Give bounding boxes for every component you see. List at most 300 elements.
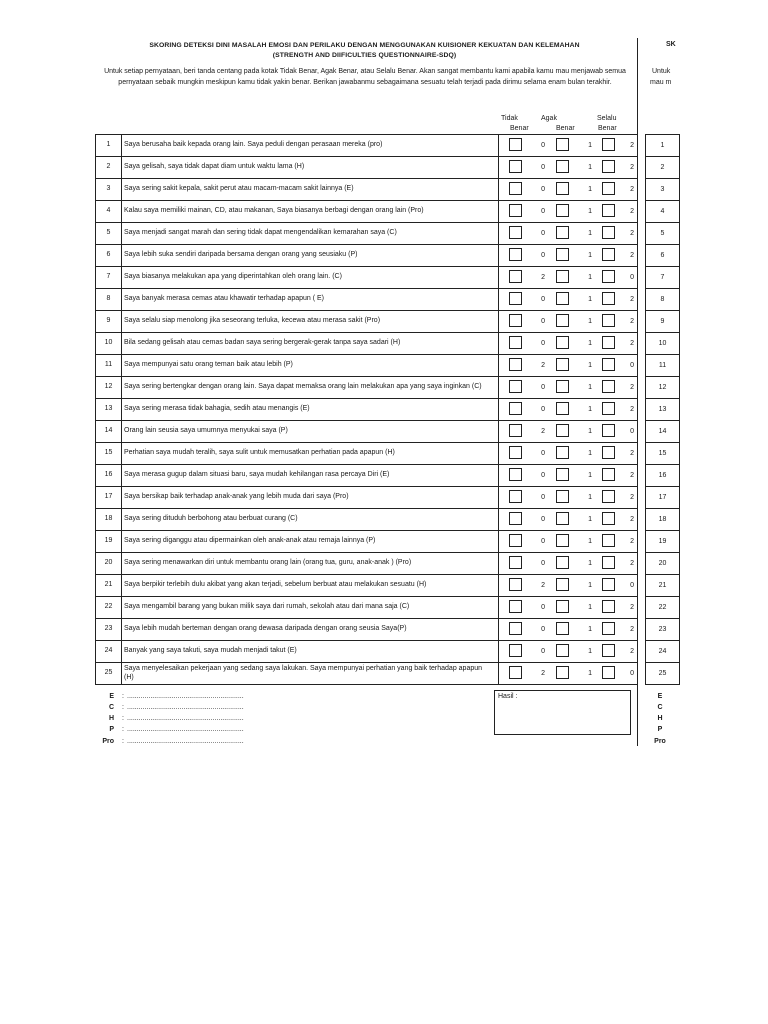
checkbox-selalu-benar[interactable] xyxy=(602,138,615,151)
item-statement-cell xyxy=(122,443,499,465)
item-number: 22 xyxy=(96,597,122,619)
score-value: 2 xyxy=(630,208,634,215)
score-value: 1 xyxy=(588,450,592,457)
footer-colon: : xyxy=(122,693,124,700)
item-number: 16 xyxy=(96,465,122,487)
right-number-row xyxy=(646,575,680,597)
item-statement-cell xyxy=(122,641,499,663)
footer-field-e[interactable]: ............................................................ xyxy=(127,693,244,700)
score-value: 1 xyxy=(588,560,592,567)
checkbox-tidak-benar[interactable] xyxy=(509,314,522,327)
right-item-number: 11 xyxy=(646,355,680,377)
item-statement-cell xyxy=(122,575,499,597)
checkbox-selalu-benar[interactable] xyxy=(602,160,615,173)
score-value: 2 xyxy=(630,604,634,611)
item-statement: Saya sering dituduh berbohong atau berbuat curang (C) xyxy=(124,515,298,523)
item-statement-cell xyxy=(122,377,499,399)
checkbox-agak-benar[interactable] xyxy=(556,490,569,503)
checkbox-agak-benar[interactable] xyxy=(556,292,569,305)
checkbox-selalu-benar[interactable] xyxy=(602,182,615,195)
item-statement: Saya sering sakit kepala, sakit perut atau macam-macam sakit lainnya (E) xyxy=(124,185,354,193)
checkbox-tidak-benar[interactable] xyxy=(509,468,522,481)
table-row xyxy=(96,531,638,553)
item-statement: Saya sering bertengkar dengan orang lain. Saya dapat memaksa orang lain melakukan apa yang saya inginkan (C) xyxy=(124,383,482,391)
right-number-row xyxy=(646,267,680,289)
item-statement: Saya sering merasa tidak bahagia, sedih atau menangis (E) xyxy=(124,405,310,413)
score-value: 1 xyxy=(588,472,592,479)
item-statement-cell xyxy=(122,355,499,377)
score-value: 1 xyxy=(588,604,592,611)
score-value: 1 xyxy=(588,274,592,281)
item-number: 19 xyxy=(96,531,122,553)
checkbox-selalu-benar[interactable] xyxy=(602,468,615,481)
checkbox-agak-benar[interactable] xyxy=(556,314,569,327)
score-value: 1 xyxy=(588,582,592,589)
score-value: 0 xyxy=(541,186,545,193)
table-row xyxy=(96,223,638,245)
answer-options xyxy=(499,399,638,421)
answer-options xyxy=(499,223,638,245)
item-number: 17 xyxy=(96,487,122,509)
answer-options xyxy=(499,663,638,685)
score-value: 2 xyxy=(630,450,634,457)
right-number-row xyxy=(646,355,680,377)
right-item-number: 21 xyxy=(646,575,680,597)
checkbox-tidak-benar[interactable] xyxy=(509,600,522,613)
right-number-row xyxy=(646,135,680,157)
score-value: 2 xyxy=(630,230,634,237)
item-number: 4 xyxy=(96,201,122,223)
answer-options xyxy=(499,377,638,399)
right-item-number: 13 xyxy=(646,399,680,421)
item-number: 21 xyxy=(96,575,122,597)
col-header-agak-line1: Agak xyxy=(541,115,557,122)
right-number-row xyxy=(646,619,680,641)
item-statement-cell xyxy=(122,289,499,311)
checkbox-agak-benar[interactable] xyxy=(556,600,569,613)
right-item-number: 10 xyxy=(646,333,680,355)
score-value: 0 xyxy=(630,670,634,677)
col-header-tidak-line1: Tidak xyxy=(501,115,518,122)
checkbox-agak-benar[interactable] xyxy=(556,468,569,481)
checkbox-selalu-benar[interactable] xyxy=(602,600,615,613)
right-item-number: 17 xyxy=(646,487,680,509)
item-statement-cell xyxy=(122,333,499,355)
score-value: 2 xyxy=(630,142,634,149)
answer-options xyxy=(499,421,638,443)
checkbox-agak-benar[interactable] xyxy=(556,666,569,679)
table-row xyxy=(96,465,638,487)
score-value: 2 xyxy=(630,186,634,193)
questionnaire-table xyxy=(95,134,638,685)
item-number: 10 xyxy=(96,333,122,355)
score-value: 0 xyxy=(541,472,545,479)
score-value: 2 xyxy=(630,472,634,479)
score-value: 0 xyxy=(541,450,545,457)
checkbox-selalu-benar[interactable] xyxy=(602,248,615,261)
item-statement: Saya mengambil barang yang bukan milik saya dari rumah, sekolah atau dari mana saja (C) xyxy=(124,603,410,611)
checkbox-tidak-benar[interactable] xyxy=(509,358,522,371)
checkbox-agak-benar[interactable] xyxy=(556,138,569,151)
footer-label-p: P xyxy=(109,726,114,733)
score-value: 0 xyxy=(541,406,545,413)
checkbox-agak-benar[interactable] xyxy=(556,644,569,657)
score-value: 1 xyxy=(588,186,592,193)
item-number: 13 xyxy=(96,399,122,421)
right-number-row xyxy=(646,333,680,355)
checkbox-tidak-benar[interactable] xyxy=(509,204,522,217)
table-row xyxy=(96,553,638,575)
item-number: 20 xyxy=(96,553,122,575)
checkbox-agak-benar[interactable] xyxy=(556,424,569,437)
table-row xyxy=(96,641,638,663)
score-value: 0 xyxy=(630,428,634,435)
answer-options xyxy=(499,135,638,157)
right-item-number: 18 xyxy=(646,509,680,531)
score-value: 0 xyxy=(541,604,545,611)
checkbox-selalu-benar[interactable] xyxy=(602,490,615,503)
checkbox-agak-benar[interactable] xyxy=(556,380,569,393)
checkbox-tidak-benar[interactable] xyxy=(509,270,522,283)
table-row xyxy=(96,597,638,619)
table-row xyxy=(96,421,638,443)
right-item-number: 4 xyxy=(646,201,680,223)
item-statement: Saya lebih suka sendiri daripada bersama dengan orang yang seusiaku (P) xyxy=(124,251,358,259)
col-header-selalu-line2: Benar xyxy=(598,125,617,132)
col-header-selalu-line1: Selalu xyxy=(597,115,617,122)
col-header-tidak-line2: Benar xyxy=(510,125,529,132)
item-statement-cell xyxy=(122,157,499,179)
checkbox-selalu-benar[interactable] xyxy=(602,402,615,415)
checkbox-tidak-benar[interactable] xyxy=(509,556,522,569)
right-number-row xyxy=(646,245,680,267)
score-value: 0 xyxy=(541,648,545,655)
table-row xyxy=(96,245,638,267)
item-statement-cell xyxy=(122,135,499,157)
score-value: 0 xyxy=(630,582,634,589)
footer-field-h[interactable]: ............................................................ xyxy=(127,715,244,722)
right-item-number: 16 xyxy=(646,465,680,487)
checkbox-tidak-benar[interactable] xyxy=(509,226,522,239)
checkbox-agak-benar[interactable] xyxy=(556,204,569,217)
right-number-row xyxy=(646,179,680,201)
answer-options xyxy=(499,443,638,465)
checkbox-selalu-benar[interactable] xyxy=(602,226,615,239)
score-value: 2 xyxy=(630,494,634,501)
page-title xyxy=(92,41,637,61)
item-statement: Bila sedang gelisah atau cemas badan saya sering bergerak-gerak tanpa saya sadari (H) xyxy=(124,339,401,347)
score-value: 1 xyxy=(588,626,592,633)
item-statement-cell xyxy=(122,553,499,575)
item-number: 8 xyxy=(96,289,122,311)
checkbox-selalu-benar[interactable] xyxy=(602,336,615,349)
checkbox-tidak-benar[interactable] xyxy=(509,380,522,393)
item-statement: Saya bersikap baik terhadap anak-anak yang lebih muda dari saya (Pro) xyxy=(124,493,349,501)
item-statement-cell xyxy=(122,509,499,531)
footer-colon: : xyxy=(122,738,124,745)
checkbox-agak-benar[interactable] xyxy=(556,358,569,371)
checkbox-tidak-benar[interactable] xyxy=(509,402,522,415)
checkbox-tidak-benar[interactable] xyxy=(509,622,522,635)
checkbox-selalu-benar[interactable] xyxy=(602,578,615,591)
checkbox-selalu-benar[interactable] xyxy=(602,666,615,679)
score-value: 0 xyxy=(541,384,545,391)
item-number: 24 xyxy=(96,641,122,663)
checkbox-tidak-benar[interactable] xyxy=(509,248,522,261)
checkbox-selalu-benar[interactable] xyxy=(602,270,615,283)
table-row xyxy=(96,619,638,641)
score-value: 2 xyxy=(630,406,634,413)
right-item-number: 12 xyxy=(646,377,680,399)
table-row xyxy=(96,311,638,333)
checkbox-agak-benar[interactable] xyxy=(556,578,569,591)
answer-options xyxy=(499,465,638,487)
checkbox-tidak-benar[interactable] xyxy=(509,644,522,657)
checkbox-agak-benar[interactable] xyxy=(556,446,569,459)
right-item-number: 8 xyxy=(646,289,680,311)
score-value: 2 xyxy=(630,164,634,171)
score-value: 0 xyxy=(541,164,545,171)
right-item-number: 25 xyxy=(646,663,680,685)
score-value: 2 xyxy=(541,274,545,281)
item-statement-cell xyxy=(122,399,499,421)
table-row xyxy=(96,201,638,223)
right-label-p: P xyxy=(657,726,663,733)
right-item-number: 20 xyxy=(646,553,680,575)
right-item-number: 3 xyxy=(646,179,680,201)
right-page-instr-line1: Untuk xyxy=(652,68,671,75)
footer-field-c[interactable]: ............................................................ xyxy=(127,704,244,711)
item-statement-cell xyxy=(122,421,499,443)
score-value: 0 xyxy=(541,494,545,501)
item-statement: Banyak yang saya takuti, saya mudah menjadi takut (E) xyxy=(124,647,297,655)
right-number-row xyxy=(646,399,680,421)
checkbox-selalu-benar[interactable] xyxy=(602,644,615,657)
score-value: 0 xyxy=(541,626,545,633)
checkbox-selalu-benar[interactable] xyxy=(602,292,615,305)
right-number-row xyxy=(646,443,680,465)
right-item-number: 15 xyxy=(646,443,680,465)
item-statement-cell xyxy=(122,267,499,289)
item-number: 11 xyxy=(96,355,122,377)
checkbox-tidak-benar[interactable] xyxy=(509,138,522,151)
right-item-number: 14 xyxy=(646,421,680,443)
score-value: 0 xyxy=(541,340,545,347)
result-box[interactable] xyxy=(494,690,631,735)
table-row xyxy=(96,289,638,311)
checkbox-agak-benar[interactable] xyxy=(556,512,569,525)
score-value: 2 xyxy=(630,560,634,567)
checkbox-agak-benar[interactable] xyxy=(556,556,569,569)
table-row xyxy=(96,509,638,531)
score-value: 2 xyxy=(541,428,545,435)
right-item-number: 5 xyxy=(646,223,680,245)
item-statement: Saya mempunyai satu orang teman baik atau lebih (P) xyxy=(124,361,293,369)
checkbox-tidak-benar[interactable] xyxy=(509,160,522,173)
score-value: 2 xyxy=(630,648,634,655)
right-item-number: 9 xyxy=(646,311,680,333)
footer-label-c: C xyxy=(108,704,114,711)
footer-colon: : xyxy=(122,726,124,733)
table-row xyxy=(96,135,638,157)
item-statement: Saya sering diganggu atau dipermainkan oleh anak-anak atau remaja lainnya (P) xyxy=(124,537,376,545)
checkbox-tidak-benar[interactable] xyxy=(509,490,522,503)
right-item-number: 1 xyxy=(646,135,680,157)
right-number-row xyxy=(646,641,680,663)
checkbox-tidak-benar[interactable] xyxy=(509,578,522,591)
item-statement-cell xyxy=(122,597,499,619)
item-statement-cell xyxy=(122,619,499,641)
score-value: 1 xyxy=(588,516,592,523)
checkbox-agak-benar[interactable] xyxy=(556,534,569,547)
footer-label-h: H xyxy=(108,715,114,722)
checkbox-selalu-benar[interactable] xyxy=(602,622,615,635)
checkbox-selalu-benar[interactable] xyxy=(602,358,615,371)
score-value: 1 xyxy=(588,538,592,545)
item-number: 2 xyxy=(96,157,122,179)
score-value: 1 xyxy=(588,340,592,347)
score-value: 0 xyxy=(541,318,545,325)
checkbox-tidak-benar[interactable] xyxy=(509,424,522,437)
table-row xyxy=(96,487,638,509)
score-value: 2 xyxy=(630,626,634,633)
score-value: 1 xyxy=(588,252,592,259)
checkbox-tidak-benar[interactable] xyxy=(509,446,522,459)
checkbox-agak-benar[interactable] xyxy=(556,160,569,173)
right-number-row xyxy=(646,509,680,531)
item-number: 12 xyxy=(96,377,122,399)
checkbox-selalu-benar[interactable] xyxy=(602,512,615,525)
col-header-agak-line2: Benar xyxy=(556,125,575,132)
right-number-row xyxy=(646,553,680,575)
score-value: 2 xyxy=(630,384,634,391)
item-statement-cell xyxy=(122,245,499,267)
checkbox-tidak-benar[interactable] xyxy=(509,292,522,305)
checkbox-agak-benar[interactable] xyxy=(556,402,569,415)
checkbox-selalu-benar[interactable] xyxy=(602,380,615,393)
table-row xyxy=(96,333,638,355)
item-statement: Saya biasanya melakukan apa yang diperintahkan oleh orang lain. (C) xyxy=(124,273,342,281)
score-value: 1 xyxy=(588,670,592,677)
item-statement-cell xyxy=(122,179,499,201)
answer-options xyxy=(499,487,638,509)
right-label-pro: Pro xyxy=(654,738,666,745)
title-line-2: (STRENGTH AND DIIFICULTIES QUESTIONNAIRE-SDQ) xyxy=(272,52,457,59)
item-statement: Orang lain seusia saya umumnya menyukai saya (P) xyxy=(124,427,288,435)
score-value: 1 xyxy=(588,362,592,369)
score-value: 0 xyxy=(630,274,634,281)
checkbox-agak-benar[interactable] xyxy=(556,182,569,195)
item-number: 25 xyxy=(96,663,122,685)
checkbox-selalu-benar[interactable] xyxy=(602,424,615,437)
checkbox-agak-benar[interactable] xyxy=(556,336,569,349)
checkbox-agak-benar[interactable] xyxy=(556,248,569,261)
checkbox-tidak-benar[interactable] xyxy=(509,512,522,525)
footer-field-p[interactable]: ............................................................ xyxy=(127,726,244,733)
score-value: 1 xyxy=(588,318,592,325)
answer-options xyxy=(499,641,638,663)
table-row xyxy=(96,377,638,399)
right-number-row xyxy=(646,663,680,685)
right-number-row xyxy=(646,487,680,509)
table-row xyxy=(96,663,638,685)
footer-field-pro[interactable]: ............................................................ xyxy=(127,738,244,745)
score-value: 0 xyxy=(541,560,545,567)
right-page-instr-line2: mau m xyxy=(650,79,672,86)
right-number-row xyxy=(646,377,680,399)
right-label-c: C xyxy=(657,704,663,711)
answer-options xyxy=(499,245,638,267)
checkbox-agak-benar[interactable] xyxy=(556,270,569,283)
item-statement: Saya banyak merasa cemas atau khawatir terhadap apapun ( E) xyxy=(124,295,325,303)
right-number-row xyxy=(646,223,680,245)
table-row xyxy=(96,399,638,421)
score-value: 1 xyxy=(588,230,592,237)
item-number: 18 xyxy=(96,509,122,531)
checkbox-selalu-benar[interactable] xyxy=(602,446,615,459)
checkbox-selalu-benar[interactable] xyxy=(602,556,615,569)
item-statement-cell xyxy=(122,201,499,223)
score-value: 2 xyxy=(630,340,634,347)
item-statement: Saya berusaha baik kepada orang lain. Saya peduli dengan perasaan mereka (pro) xyxy=(124,141,383,149)
checkbox-selalu-benar[interactable] xyxy=(602,534,615,547)
item-statement-cell xyxy=(122,311,499,333)
checkbox-tidak-benar[interactable] xyxy=(509,336,522,349)
right-item-number: 19 xyxy=(646,531,680,553)
score-value: 1 xyxy=(588,428,592,435)
checkbox-tidak-benar[interactable] xyxy=(509,666,522,679)
score-value: 2 xyxy=(630,296,634,303)
answer-options xyxy=(499,267,638,289)
right-number-column xyxy=(645,134,680,685)
checkbox-tidak-benar[interactable] xyxy=(509,182,522,195)
item-statement: Saya lebih mudah berteman dengan orang dewasa daripada dengan orang seusia Saya(P) xyxy=(124,625,407,633)
right-number-row xyxy=(646,157,680,179)
right-number-row xyxy=(646,597,680,619)
answer-options xyxy=(499,575,638,597)
answer-options xyxy=(499,597,638,619)
item-statement: Saya selalu siap menolong jika seseorang terluka, kecewa atau merasa sakit (Pro) xyxy=(124,317,381,325)
score-value: 0 xyxy=(541,252,545,259)
answer-options xyxy=(499,201,638,223)
answer-options xyxy=(499,157,638,179)
score-value: 0 xyxy=(541,230,545,237)
item-number: 5 xyxy=(96,223,122,245)
page-divider xyxy=(637,38,638,746)
score-value: 2 xyxy=(630,516,634,523)
checkbox-tidak-benar[interactable] xyxy=(509,534,522,547)
table-row xyxy=(96,157,638,179)
score-value: 1 xyxy=(588,406,592,413)
item-statement: Saya menjadi sangat marah dan sering tidak dapat mengendalikan kemarahan saya (C) xyxy=(124,229,397,237)
right-page-header: SK xyxy=(666,41,676,48)
table-row xyxy=(96,575,638,597)
answer-options xyxy=(499,333,638,355)
checkbox-selalu-benar[interactable] xyxy=(602,204,615,217)
right-number-row xyxy=(646,465,680,487)
item-statement: Kalau saya memiliki mainan, CD, atau makanan, Saya biasanya berbagi dengan orang lain (Pro) xyxy=(124,207,424,215)
footer-label-pro: Pro xyxy=(102,738,114,745)
right-item-number: 7 xyxy=(646,267,680,289)
result-label: Hasil : xyxy=(498,693,518,700)
checkbox-selalu-benar[interactable] xyxy=(602,314,615,327)
item-statement-cell xyxy=(122,531,499,553)
checkbox-agak-benar[interactable] xyxy=(556,622,569,635)
item-number: 14 xyxy=(96,421,122,443)
answer-options xyxy=(499,553,638,575)
checkbox-agak-benar[interactable] xyxy=(556,226,569,239)
right-number-row xyxy=(646,421,680,443)
